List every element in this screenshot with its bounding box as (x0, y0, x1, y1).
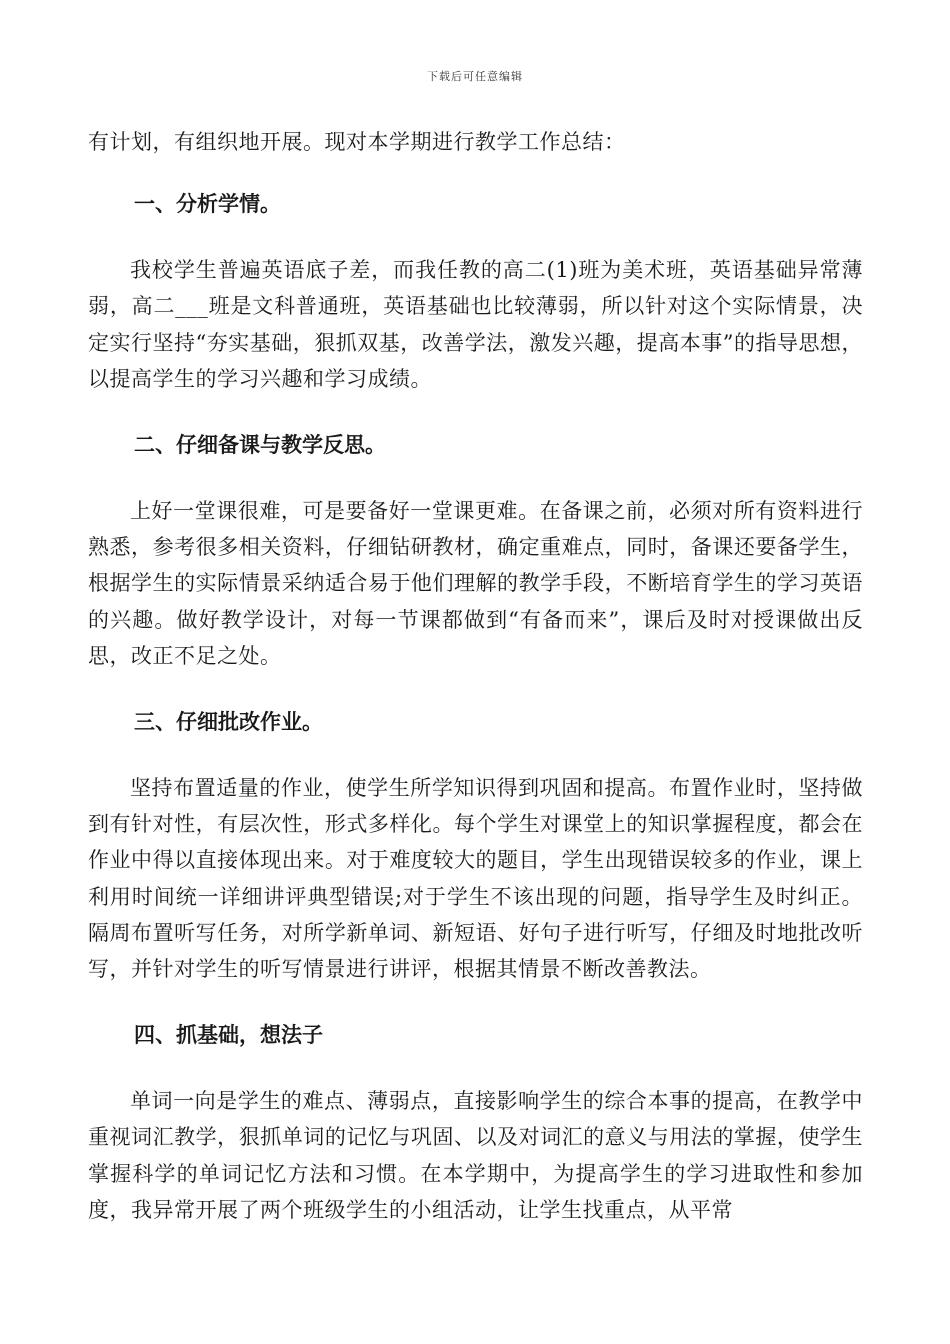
section-3-body: 坚持布置适量的作业，使学生所学知识得到巩固和提高。布置作业时，坚持做到有针对性，有层次性，形式多样化。每个学生对课堂上的知识掌握程度，都会在作业中得以直接体现出来。对于难度较大的题目，学生出现错误较多的作业，课上利用时间统一详细讲评典型错误;对于学生不该出现的问题，指导学生及时纠正。隔周布置听写任务，对所学新单词、新短语、好句子进行听写，仔细及时地批改听写，并针对学生的听写情景进行讲评，根据其情景不断改善教法。 (88, 776, 863, 982)
document-body (88, 124, 863, 1228)
section-2-heading: 二、仔细备课与教学反思。 (134, 433, 386, 458)
section-1-heading: 一、分析学情。 (134, 192, 281, 217)
page-header: 下载后可任意编辑 (427, 70, 523, 83)
lead-paragraph: 有计划，有组织地开展。现对本学期进行教学工作总结： (88, 130, 626, 154)
section-2-body: 上好一堂课很难，可是要备好一堂课更难。在备课之前，必须对所有资料进行熟悉，参考很多相关资料，仔细钻研教材，确定重难点，同时，备课还要备学生，根据学生的实际情景采纳适合易于他们理解的教学手段，不断培育学生的学习英语的兴趣。做好教学设计，对每一节课都做到“有备而来”，课后及时对授课做出反思，改正不足之处。 (88, 499, 863, 668)
section-3-heading: 三、仔细批改作业。 (134, 710, 323, 735)
section-1-body: 我校学生普遍英语底子差，而我任教的高二(1)班为美术班，英语基础异常薄弱，高二___班是文科普通班，英语基础也比较薄弱，所以针对这个实际情景，决定实行坚持“夯实基础，狠抓双基，改善学法，激发兴趣，提高本事”的指导思想，以提高学生的学习兴趣和学习成绩。 (88, 258, 863, 391)
section-4-heading: 四、抓基础，想法子 (134, 1023, 323, 1048)
section-4-body: 单词一向是学生的难点、薄弱点，直接影响学生的综合本事的提高，在教学中重视词汇教学，狠抓单词的记忆与巩固、以及对词汇的意义与用法的掌握，使学生掌握科学的单词记忆方法和习惯。在本学期中，为提高学生的学习进取性和参加度，我异常开展了两个班级学生的小组活动，让学生找重点，从平常 (88, 1089, 863, 1222)
